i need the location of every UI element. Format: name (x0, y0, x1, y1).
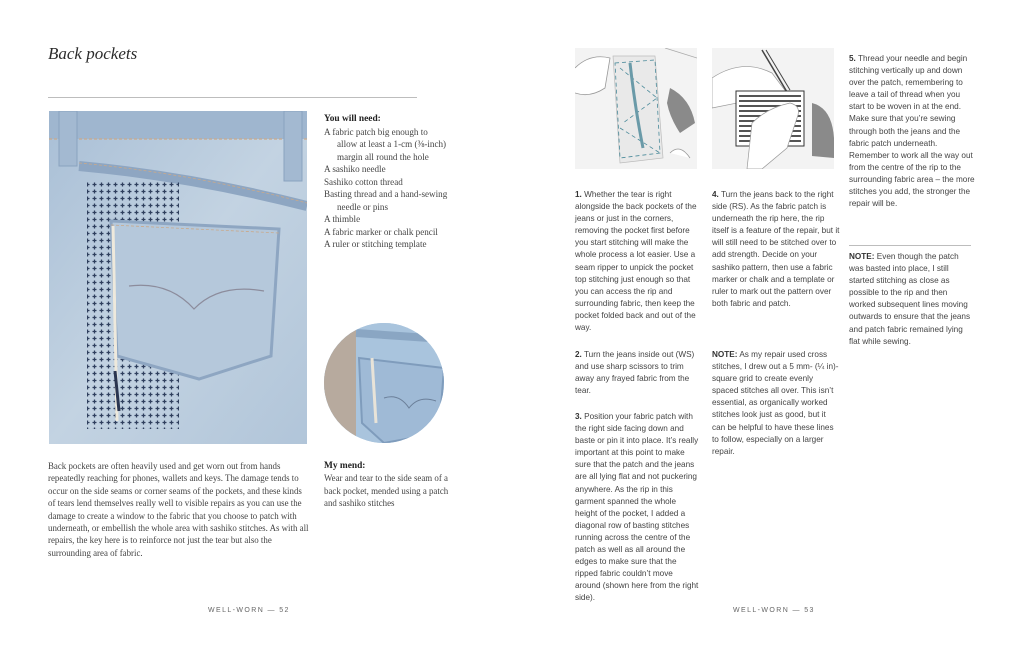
step-3 (575, 411, 699, 605)
note-text: As my repair used cross stitches, I drew out a 5 mm- (¼ in)-square grid to create evenly spaced stitches all over. This isn’t essential, as organically worked stitches look just as good, but it can be helpful to have these lines to follow, especially on a larger repair. (712, 350, 839, 456)
need-item: Sashiko cotton thread (324, 176, 403, 187)
need-item: A thimble (324, 214, 361, 224)
step-number: 2. (575, 350, 582, 359)
note-label: NOTE: (849, 252, 875, 261)
page-folio-left: WELL-WORN — 52 (208, 607, 290, 614)
title-divider (48, 97, 417, 98)
step-5 (849, 53, 975, 210)
step-text: Whether the tear is right alongside the back pockets of the jeans or just in the corners, removing the pocket first before you start stitching will make the whole process a lot easier. Use a seam ripper to unpick the pocket top stitching just enough so that you can access the rip and surrounding fabric, then keep the pocket folded back and out of the way. (575, 190, 697, 333)
note-2 (849, 251, 975, 348)
need-item: A ruler or stitching template (324, 239, 427, 249)
step-4 (712, 189, 840, 310)
my-mend-text: Wear and tear to the side seam of a back pocket, mended using a patch and sashiko stitches (324, 473, 449, 509)
note-text: Even though the patch was basted into place, I still started stitching as close as possible to the rip and then worked subsequent lines moving outwards to ensure that the jeans and patch fabric remained lying flat while sewing. (849, 252, 971, 346)
note-divider (849, 245, 971, 246)
step-number: 4. (712, 190, 719, 199)
step-text: Turn the jeans back to the right side (RS). As the fabric patch is underneath the rip here, the rip itself is a feature of the repair, but it will still need to be stitched over to add strength. Decide on your sashiko pattern, then use a fabric marker or chalk and a template or ruler to mark out the pattern over both fabric and patch. (712, 190, 840, 308)
main-photo (49, 111, 307, 444)
need-item: A sashiko needle (324, 164, 386, 174)
step-2 (575, 349, 699, 397)
intro-paragraph: Back pockets are often heavily used and get worn out from hands repeatedly reaching for phones, wallets and keys. The damage tends to occur on the side seams or corner seams of the pockets, and these kinds of tears lend themselves really well to visible repairs as you can use the damage to create a window to the fabric that you choose to patch with underneath, or embellish the whole area with sashiko stitches. As with all repairs, the key here is to reinforce not just the tear but also the surrounding area of fabric. (48, 461, 309, 558)
inset-photo (324, 323, 444, 443)
step-number: 3. (575, 412, 582, 421)
step-text: Turn the jeans inside out (WS) and use sharp scissors to trim away any frayed fabric from the tear. (575, 350, 695, 396)
basting-patch-illustration (575, 48, 697, 169)
you-will-need-heading: You will need: (324, 114, 381, 124)
note-label: NOTE: (712, 350, 738, 359)
need-item: A fabric marker or chalk pencil (324, 226, 438, 237)
you-will-need-list (324, 113, 449, 251)
step-number: 5. (849, 54, 856, 63)
my-mend-heading: My mend: (324, 461, 366, 471)
step-1 (575, 189, 699, 334)
need-item: Basting thread and a hand-sewing needle or pins (324, 189, 448, 212)
step-text: Thread your needle and begin stitching vertically up and down over the patch, remembering to leave a tail of thread when you start to be woven in at the end. Make sure that you’re sewing through both the jeans and the fabric patch underneath. Remember to work all the way out from the centre of the rip to the surrounding fabric area – the more stitches you add, the stronger the repair will be. (849, 54, 975, 209)
need-item: A fabric patch big enough to allow at least a 1-cm (⅜-inch) margin all round the hole (324, 126, 447, 162)
illustration-marking (712, 48, 834, 169)
note-1 (712, 349, 840, 458)
my-mend (324, 460, 450, 510)
illustration-basting (575, 48, 697, 169)
jeans-pocket-photo-graphic (49, 111, 307, 444)
step-text: Position your fabric patch with the right side facing down and baste or pin it into place. It’s really important at this point to make sure that the patch and the jeans are all lying flat and not puckering anywhere. As the rip in this garment spanned the whole height of the pocket, I added a diagonal row of basting stitches running across the centre of the patch as well as all around the edges to make sure that the ripped fabric couldn’t move around (shown here from the right side). (575, 412, 699, 603)
page-folio-right: WELL-WORN — 53 (733, 607, 815, 614)
marking-grid-template-illustration (712, 48, 834, 169)
step-number: 1. (575, 190, 582, 199)
pocket-before-photo-graphic (324, 323, 444, 443)
page-title: Back pockets (48, 44, 138, 63)
